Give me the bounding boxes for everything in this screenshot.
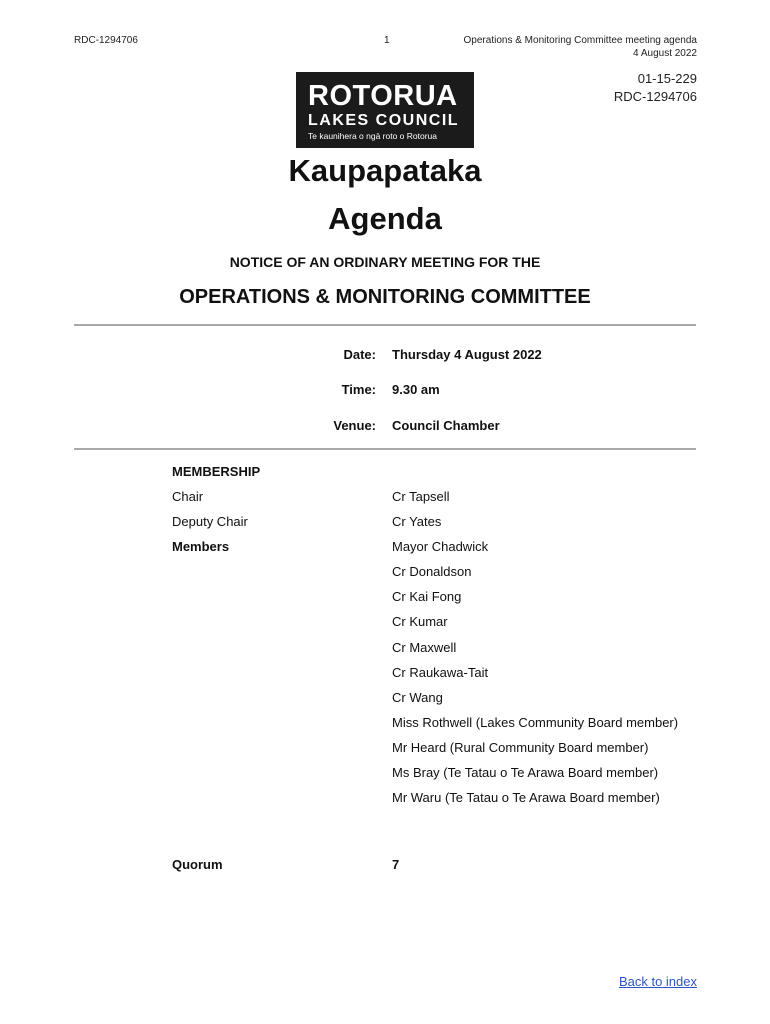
deputy-chair-value: Cr Yates bbox=[392, 514, 442, 529]
header-meeting-info bbox=[464, 34, 697, 60]
quorum-value: 7 bbox=[392, 857, 400, 872]
member-item: Cr Wang bbox=[392, 690, 443, 705]
title-kaupapataka: Kaupapataka bbox=[288, 153, 482, 188]
member-item: Cr Kai Fong bbox=[392, 589, 462, 604]
title-agenda: Agenda bbox=[328, 201, 442, 236]
member-item: Miss Rothwell (Lakes Community Board member) bbox=[392, 715, 679, 730]
doc-id: RDC-1294706 bbox=[613, 89, 697, 104]
member-item: Cr Raukawa-Tait bbox=[392, 665, 489, 680]
council-logo bbox=[296, 72, 474, 148]
logo-line-rotorua: ROTORUA bbox=[308, 80, 458, 112]
member-item: Ms Bray (Te Tatau o Te Arawa Board member) bbox=[392, 765, 659, 780]
header-meeting-title: Operations & Monitoring Committee meeting agenda bbox=[463, 35, 697, 46]
header-meeting-date: 4 August 2022 bbox=[633, 48, 697, 59]
venue-value: Council Chamber bbox=[392, 418, 500, 433]
member-item: Mr Heard (Rural Community Board member) bbox=[392, 740, 649, 755]
member-item: Mayor Chadwick bbox=[392, 539, 489, 554]
divider bbox=[74, 448, 696, 450]
member-item: Cr Maxwell bbox=[392, 640, 457, 655]
membership-heading: MEMBERSHIP bbox=[172, 464, 261, 479]
chair-value: Cr Tapsell bbox=[392, 489, 450, 504]
back-to-index-link[interactable]: Back to index bbox=[618, 974, 697, 989]
quorum-label: Quorum bbox=[172, 857, 223, 872]
time-value: 9.30 am bbox=[392, 382, 440, 397]
logo-line-lakes-council: LAKES COUNCIL bbox=[308, 112, 460, 129]
member-item: Mr Waru (Te Tatau o Te Arawa Board member) bbox=[392, 790, 660, 805]
meeting-notice: NOTICE OF AN ORDINARY MEETING FOR THE bbox=[229, 254, 541, 270]
members-label: Members bbox=[172, 539, 230, 554]
header-page-number: 1 bbox=[384, 35, 390, 46]
header-doc-id: RDC-1294706 bbox=[74, 35, 138, 46]
date-label: Date: bbox=[343, 347, 376, 362]
venue-label: Venue: bbox=[333, 418, 376, 433]
logo-line-maori: Te kaunihera o ngā roto o Rotorua bbox=[308, 131, 438, 141]
chair-label: Chair bbox=[172, 489, 204, 504]
committee-name: OPERATIONS & MONITORING COMMITTEE bbox=[179, 286, 591, 308]
member-item: Cr Donaldson bbox=[392, 564, 472, 579]
date-value: Thursday 4 August 2022 bbox=[392, 347, 542, 362]
divider bbox=[74, 324, 696, 326]
time-label: Time: bbox=[341, 382, 376, 397]
member-item: Cr Kumar bbox=[392, 614, 448, 629]
file-number: 01-15-229 bbox=[637, 71, 697, 86]
document-reference bbox=[614, 70, 697, 106]
deputy-chair-label: Deputy Chair bbox=[172, 514, 248, 529]
